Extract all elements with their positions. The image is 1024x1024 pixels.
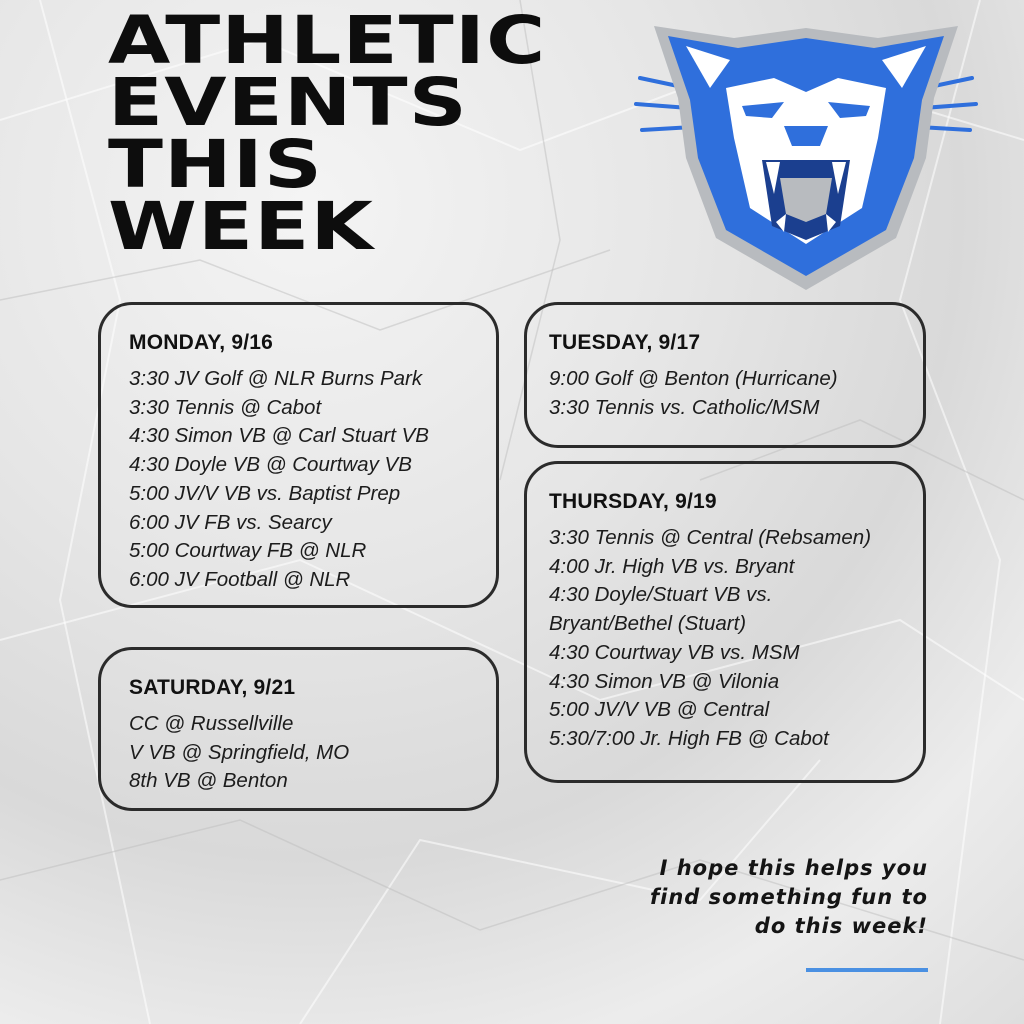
event-item: 4:30 Doyle VB @ Courtway VB: [129, 453, 412, 477]
event-item: 5:30/7:00 Jr. High FB @ Cabot: [549, 726, 829, 750]
closing-line: find something fun to: [650, 885, 928, 909]
thursday-heading: THURSDAY, 9/19: [549, 490, 717, 513]
saturday-schedule-card: [98, 647, 499, 811]
event-item: 4:30 Simon VB @ Vilonia: [549, 669, 780, 693]
title-line: EVENTS: [108, 64, 468, 141]
event-item: 3:30 Tennis vs. Catholic/MSM: [549, 395, 820, 419]
event-item: V VB @ Springfield, MO: [129, 740, 350, 764]
event-item: 6:00 JV Football @ NLR: [129, 567, 351, 591]
tuesday-heading: TUESDAY, 9/17: [549, 331, 701, 354]
event-item: 5:00 Courtway FB @ NLR: [129, 539, 367, 563]
saturday-heading: SATURDAY, 9/21: [129, 676, 296, 699]
title-line: ATHLETIC: [108, 2, 547, 79]
event-item: CC @ Russellville: [129, 712, 294, 735]
thursday-schedule-card: [524, 461, 926, 783]
event-item: 5:00 JV/V VB vs. Baptist Prep: [129, 481, 401, 505]
event-item: 8th VB @ Benton: [129, 769, 288, 793]
monday-heading: MONDAY, 9/16: [129, 331, 274, 354]
closing-line: I hope this helps you: [659, 856, 928, 880]
event-item: 3:30 JV Golf @ NLR Burns Park: [129, 367, 423, 390]
panther-mascot-icon: [634, 8, 978, 290]
event-item: 4:00 Jr. High VB vs. Bryant: [549, 554, 795, 578]
event-item: 5:00 JV/V VB @ Central: [549, 698, 770, 722]
event-item: Bryant/Bethel (Stuart): [549, 612, 747, 636]
title-line: THIS: [108, 126, 324, 203]
event-item: 4:30 Simon VB @ Carl Stuart VB: [129, 424, 429, 448]
event-item: 4:30 Courtway VB vs. MSM: [549, 640, 800, 664]
page-title: [108, 2, 547, 265]
title-line: WEEK: [108, 188, 375, 265]
closing-message: [568, 854, 928, 941]
event-item: 3:30 Tennis @ Central (Rebsamen): [549, 526, 872, 549]
event-item: 6:00 JV FB vs. Searcy: [129, 510, 332, 534]
event-item: 4:30 Doyle/Stuart VB vs.: [549, 583, 773, 607]
tuesday-schedule-card: [524, 302, 926, 448]
event-item: 3:30 Tennis @ Cabot: [129, 395, 322, 419]
event-item: 9:00 Golf @ Benton (Hurricane): [549, 367, 838, 390]
monday-schedule-card: [98, 302, 499, 608]
closing-line: do this week!: [754, 914, 928, 938]
accent-divider: [806, 968, 928, 972]
